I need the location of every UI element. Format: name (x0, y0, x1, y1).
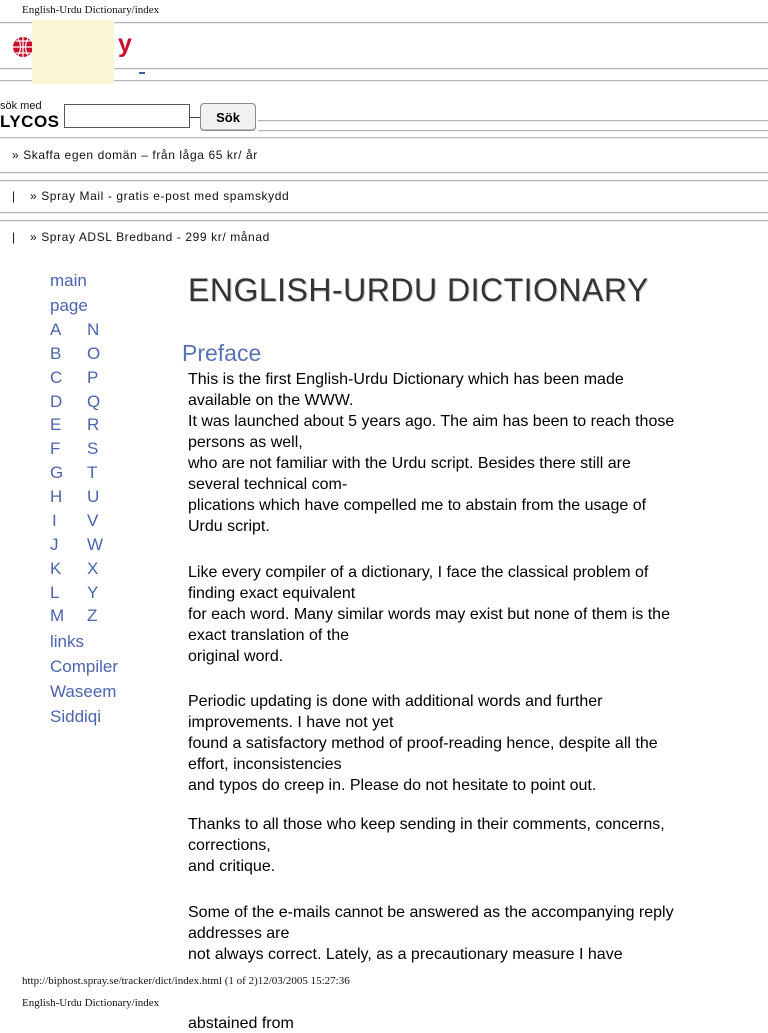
footer-url: http://biphost.spray.se/tracker/dict/index.html (1 of 2)12/03/2005 15:27:36 (22, 975, 350, 987)
nav-letter-w[interactable]: W (87, 535, 104, 554)
divider (0, 22, 768, 24)
nav-letter-q[interactable]: Q (87, 392, 101, 411)
divider (0, 137, 768, 139)
nav-letter-t[interactable]: T (87, 463, 98, 482)
lycos-logo: LYCOS (0, 112, 60, 131)
nav-letter-p[interactable]: P (87, 368, 99, 387)
nav-letter-f[interactable]: F (50, 439, 61, 458)
divider (258, 120, 768, 122)
nav-letter-v[interactable]: V (87, 511, 99, 530)
nav-letter-y[interactable]: Y (87, 583, 99, 602)
nav-letter-k[interactable]: K (50, 559, 62, 578)
promo-link-adsl[interactable]: » Spray ADSL Bredband - 299 kr/ månad (30, 230, 270, 244)
promo-link-mail[interactable]: » Spray Mail - gratis e-post med spamskydd (30, 189, 290, 203)
divider (0, 68, 768, 70)
nav-letter-r[interactable]: R (87, 415, 100, 434)
divider (0, 220, 768, 222)
preface-heading: Preface (182, 340, 262, 366)
nav-letter-u[interactable]: U (87, 487, 100, 506)
logo-link-underline (139, 72, 145, 74)
nav-letter-c[interactable]: C (50, 368, 63, 387)
divider (0, 212, 768, 214)
nav-letter-g[interactable]: G (50, 463, 64, 482)
nav-author-link[interactable]: Siddiqi (50, 707, 102, 726)
nav-letter-z[interactable]: Z (87, 606, 98, 625)
search-input[interactable] (64, 104, 190, 128)
nav-main-page-link[interactable]: page (50, 296, 88, 315)
nav-letter-l[interactable]: L (50, 583, 60, 602)
logo-overlay (32, 20, 114, 84)
preface-paragraph: Like every compiler of a dictionary, I face the classical problem of finding exact equivalent for each word. Many similar words may exist but none of them is the exact translation of the original word. (188, 564, 670, 665)
nav-letter-e[interactable]: E (50, 415, 62, 434)
input-connector (190, 117, 200, 118)
preface-paragraph: Some of the e-mails cannot be answered as the accompanying reply addresses are not always correct. Lately, as a precautionary measure I have (188, 904, 674, 963)
page-header-title: English-Urdu Dictionary/index (22, 997, 160, 1009)
nav-main-page-link[interactable]: main (50, 271, 87, 290)
divider (0, 180, 768, 182)
preface-paragraph: Thanks to all those who keep sending in their comments, concerns, corrections, and critique. (188, 816, 665, 875)
nav-letter-n[interactable]: N (87, 320, 100, 339)
nav-letter-x[interactable]: X (87, 559, 99, 578)
nav-letter-j[interactable]: J (50, 535, 59, 554)
spray-globe-icon[interactable] (12, 36, 34, 58)
nav-letter-o[interactable]: O (87, 344, 101, 363)
search-button[interactable]: Sök (200, 103, 256, 131)
nav-letter-b[interactable]: B (50, 344, 62, 363)
preface-paragraph: Periodic updating is done with additional words and further improvements. I have not yet found a satisfactory method of proof-reading hence, despite all the effort, inconsistencies and typos do creep in. Please do not hesitate to point out. (188, 693, 658, 794)
promo-link-domain[interactable]: » Skaffa egen domän – från låga 65 kr/ år (12, 148, 258, 162)
nav-letter-a[interactable]: A (50, 320, 62, 339)
search-powered-label: sök med (0, 100, 42, 112)
page-header-title: English-Urdu Dictionary/index (22, 4, 160, 16)
nav-letter-d[interactable]: D (50, 392, 63, 411)
nav-letter-h[interactable]: H (50, 487, 63, 506)
nav-author-link[interactable]: Waseem (50, 682, 117, 701)
nav-compiler-link[interactable]: Compiler (50, 657, 119, 676)
nav-letter-m[interactable]: M (50, 606, 65, 625)
separator-bar: | (12, 189, 16, 203)
divider (0, 80, 768, 82)
nav-letter-s[interactable]: S (87, 439, 99, 458)
divider (0, 172, 768, 174)
preface-paragraph: This is the first English-Urdu Dictionary which has been made available on the WWW. It was launched about 5 years ago. The aim has been to reach those persons as well, who are not familiar with the Urdu script. Besides there still are several technical com- plications which have compelled me to abstain from the usage of Urdu script. (188, 371, 675, 535)
nav-links-link[interactable]: links (50, 632, 85, 651)
spray-logo-text[interactable]: y (118, 30, 133, 58)
dictionary-title: ENGLISH-URDU DICTIONARY (188, 272, 649, 308)
nav-letter-i[interactable]: I (52, 511, 57, 530)
cutoff-text: abstained from (188, 1015, 294, 1032)
divider (258, 130, 768, 132)
separator-bar: | (12, 230, 16, 244)
